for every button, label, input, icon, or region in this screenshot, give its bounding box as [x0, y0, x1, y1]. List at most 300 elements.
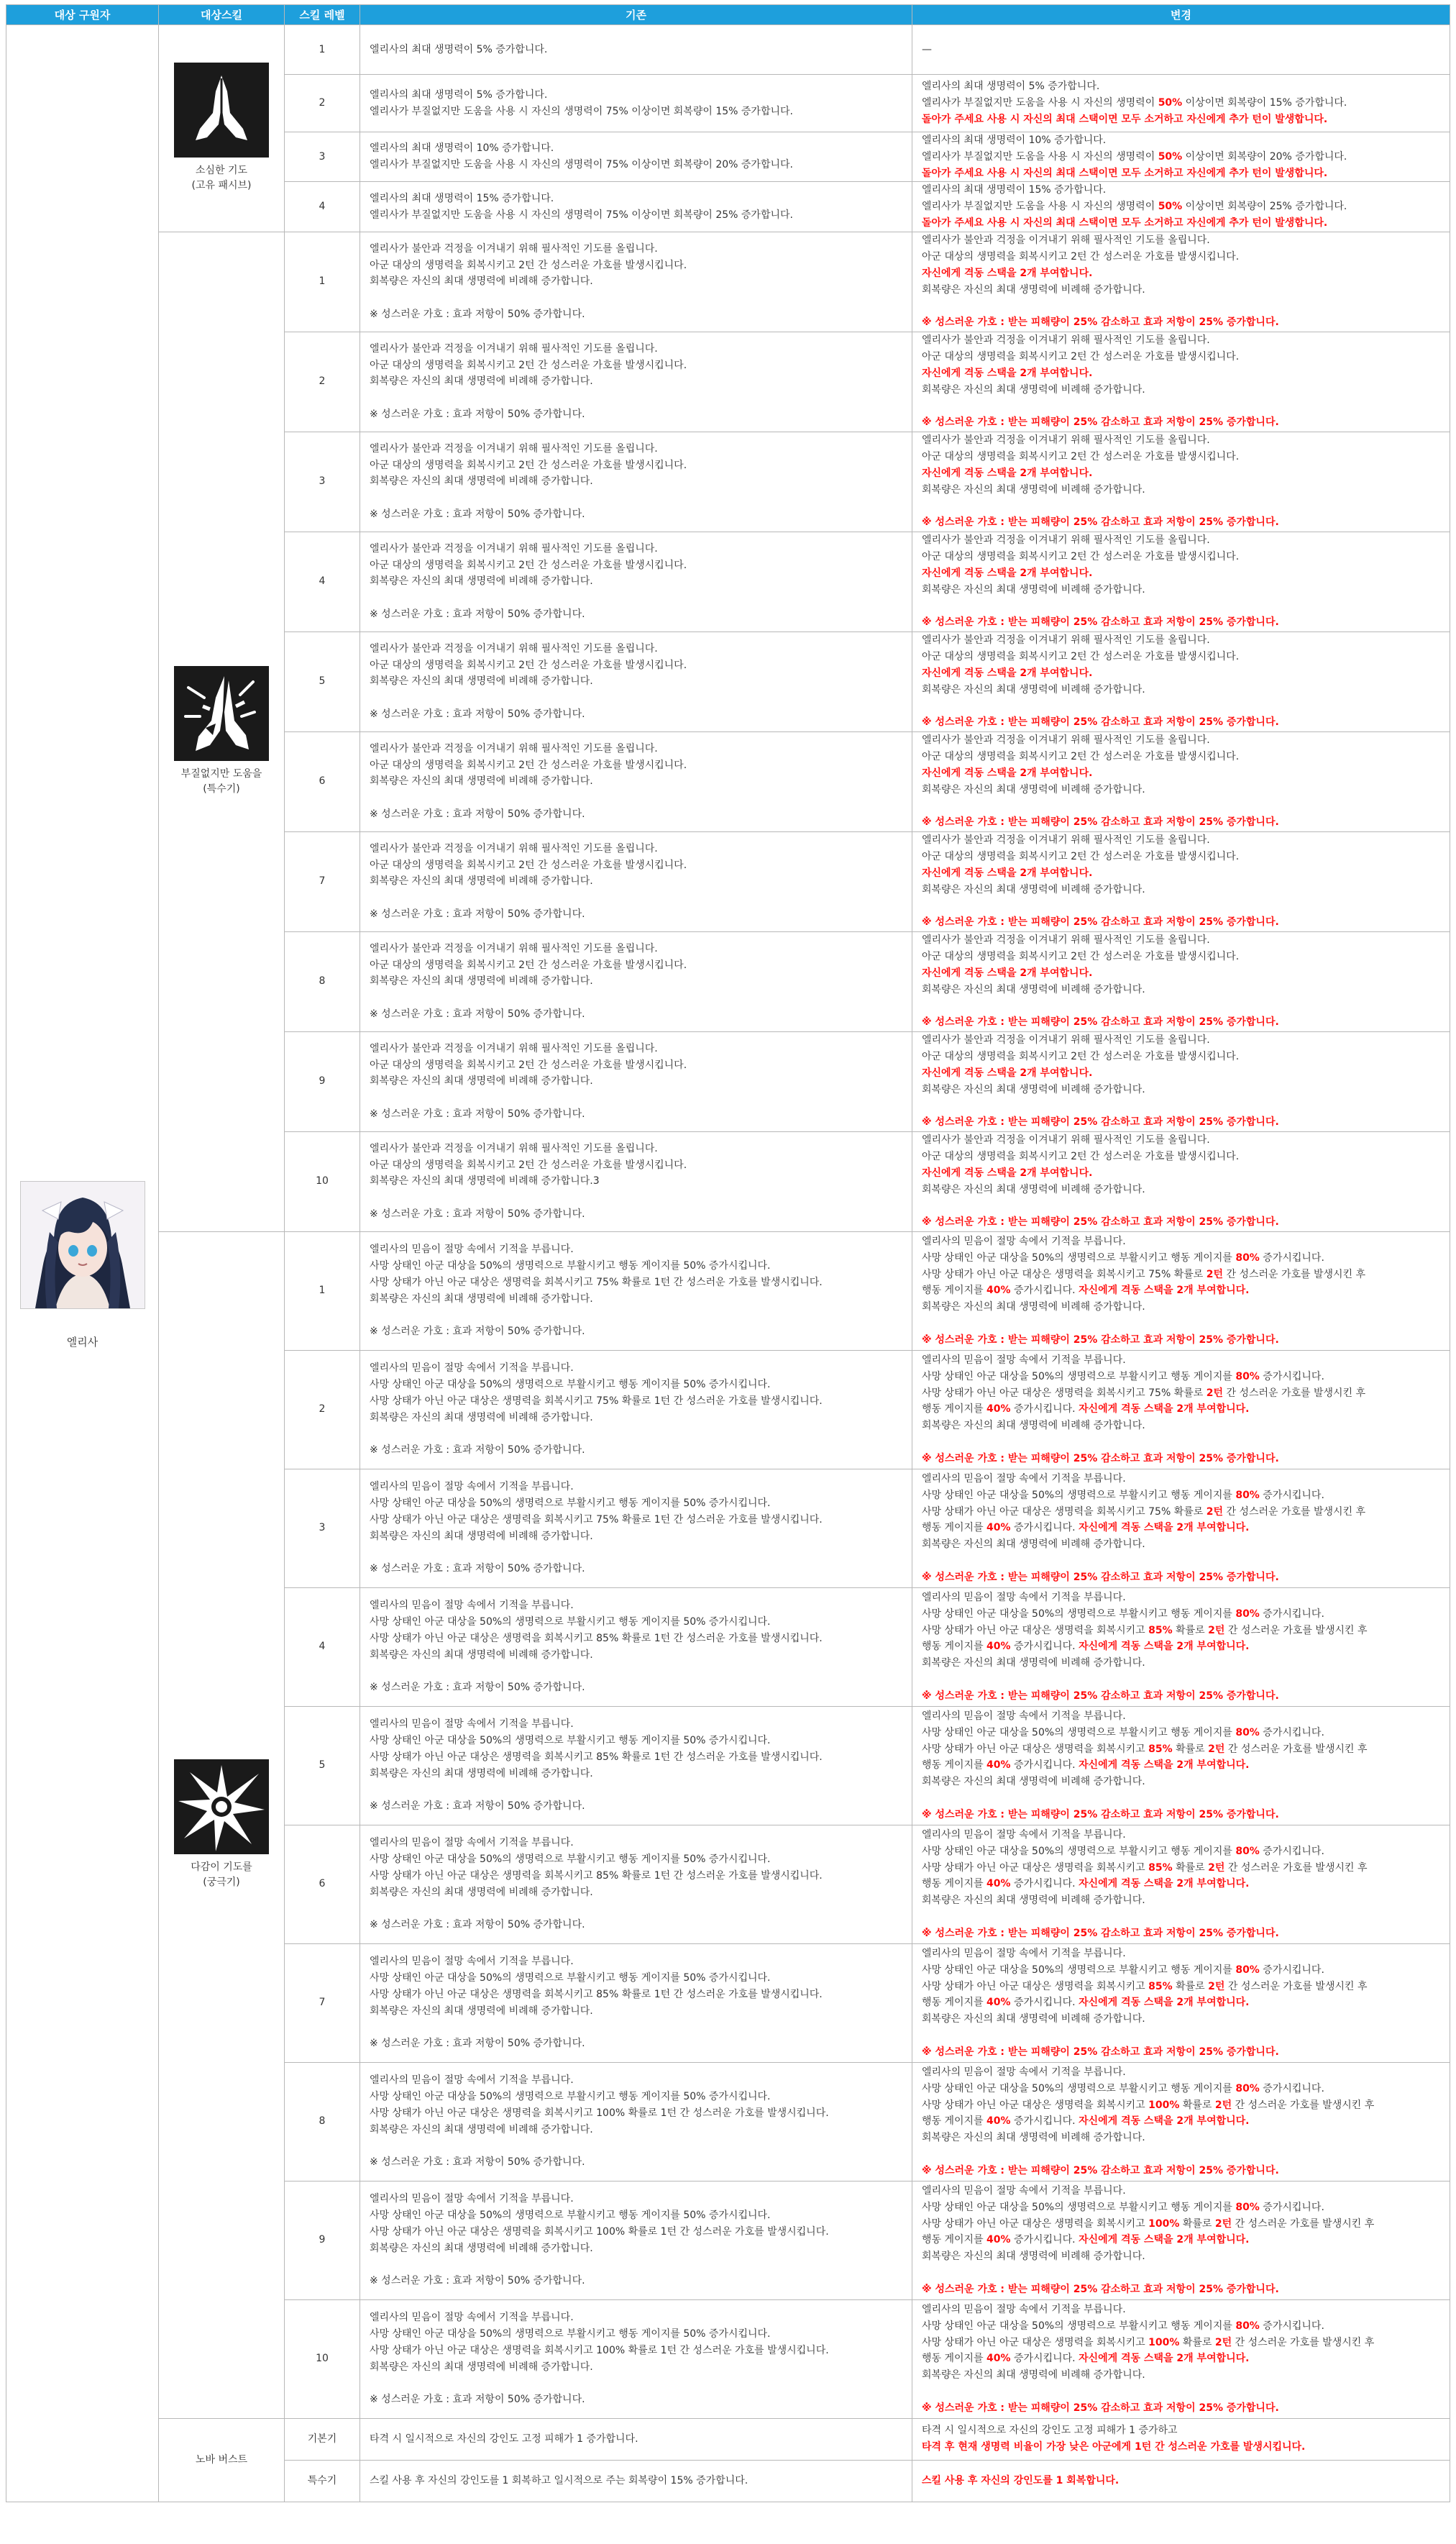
- text-line: [370, 2240, 902, 2257]
- text-segment: 사망 상태가 아닌 아군 대상은 생명력을 회복시키고: [922, 1743, 1149, 1755]
- text-segment: 회복량은 자신의 최대 생명력에 비례해 증가합니다.: [370, 2005, 593, 2017]
- text-segment: 행동 게이지를: [922, 1522, 987, 1534]
- text-line: [370, 1173, 902, 1190]
- after-text: [912, 1131, 1450, 1231]
- skill-level: 7: [285, 1943, 360, 2062]
- after-text: [912, 1943, 1450, 2062]
- text-segment: 행동 게이지를: [922, 1878, 987, 1890]
- text-segment: 회복량은 자신의 최대 생명력에 비례해 증가합니다.: [922, 583, 1145, 596]
- text-line: [922, 1876, 1440, 1892]
- text-segment: 회복량은 자신의 최대 생명력에 비례해 증가합니다.: [370, 1075, 593, 1088]
- text-segment: 엘리사의 믿음이 절망 속에서 기적을 부릅니다.: [370, 1956, 574, 1968]
- highlight-text: 40%: [986, 1403, 1011, 1415]
- text-segment: 엘리사가 불안과 걱정을 이겨내기 위해 필사적인 기도를 올립니다.: [370, 542, 658, 555]
- skill-name: 다감이 기도를 (궁극기): [191, 1861, 252, 1889]
- text-line: [370, 1970, 902, 1987]
- text-segment: 행동 게이지를: [922, 1641, 987, 1653]
- text-segment: 사망 상태인 아군 대상을 50%의 생명력으로 부활시키고 행동 게이지를 50% 증가시킵니다.: [370, 1260, 771, 1272]
- highlight-text: 40%: [986, 2115, 1011, 2128]
- text-segment: 간 성스러운 가호를 발생시킨 후: [1232, 2336, 1375, 2348]
- text-line: [922, 1182, 1440, 1198]
- text-line: [922, 1925, 1440, 1942]
- text-segment: 행동 게이지를: [922, 2353, 987, 2365]
- text-segment: 회복량은 자신의 최대 생명력에 비례해 증가합니다.: [922, 1083, 1145, 1095]
- text-line: [370, 1258, 902, 1275]
- blank-line: [370, 490, 902, 506]
- blank-line: [370, 390, 902, 406]
- text-line: [922, 765, 1440, 782]
- before-text: [360, 432, 912, 532]
- blank-line: [922, 2028, 1440, 2044]
- before-text: [360, 1350, 912, 1469]
- text-segment: —: [922, 43, 932, 55]
- text-segment: 회복량은 자신의 최대 생명력에 비례해 증가합니다.: [370, 775, 593, 788]
- text-segment: 엘리사의 믿음이 절망 속에서 기적을 부릅니다.: [922, 2303, 1126, 2315]
- text-line: [370, 941, 902, 957]
- highlight-text: 80%: [1235, 1608, 1260, 1620]
- praying-hands-icon: [174, 63, 269, 158]
- after-text: [912, 2460, 1450, 2502]
- text-segment: 증가시킵니다.: [1259, 1370, 1324, 1382]
- highlight-text: 2턴: [1206, 1505, 1224, 1518]
- text-line: [370, 1512, 902, 1528]
- text-segment: 사망 상태가 아닌 아군 대상은 생명력을 회복시키고 75% 확률로 1턴 간 성스러운 가호를 발생시킵니다.: [370, 1513, 823, 1526]
- text-line: [922, 42, 1440, 58]
- blank-line: [922, 398, 1440, 415]
- text-segment: 회복량은 자신의 최대 생명력에 비례해 증가합니다.: [922, 2251, 1145, 2263]
- highlight-text: 자신에게 격동 스택을 2개 부여합니다.: [922, 267, 1093, 279]
- text-line: [922, 2281, 1440, 2298]
- skill-level: 4: [285, 1587, 360, 1706]
- text-segment: 아군 대상의 생명력을 회복시키고 2턴 간 성스러운 가호를 발생시킵니다.: [922, 651, 1240, 663]
- text-segment: 사망 상태인 아군 대상을 50%의 생명력으로 부활시키고 행동 게이지를 50% 증가시킵니다.: [370, 1735, 771, 1747]
- header-level: 스킬 레벨: [285, 5, 360, 25]
- text-segment: 회복량은 자신의 최대 생명력에 비례해 증가합니다.: [922, 1183, 1145, 1195]
- text-line: [922, 649, 1440, 665]
- praying-burst-icon: [174, 666, 269, 761]
- text-line: [922, 865, 1440, 882]
- text-segment: ※ 성스러운 가호 : 효과 저항이 50% 증가합니다.: [370, 808, 585, 820]
- highlight-text: 자신에게 격동 스택을 2개 부여합니다.: [1079, 1759, 1250, 1772]
- text-line: [922, 1418, 1440, 1434]
- text-line: [922, 1250, 1440, 1267]
- text-segment: 엘리사가 부질없지만 도움을 사용 시 자신의 생명력이: [922, 150, 1158, 163]
- text-segment: 회복량은 자신의 최대 생명력에 비례해 증가합니다.: [922, 683, 1145, 696]
- highlight-text: 스킬 사용 후 자신의 강인도를 1 회복합니다.: [922, 2474, 1120, 2486]
- text-segment: 아군 대상의 생명력을 회복시키고 2턴 간 성스러운 가호를 발생시킵니다.: [370, 659, 687, 671]
- text-line: [370, 2392, 902, 2408]
- character-name: 엘리사: [66, 1335, 99, 1349]
- after-text: [912, 1031, 1450, 1131]
- highlight-text: ※ 성스러운 가호 : 받는 피해량이 25% 감소하고 효과 저항이 25% 증가합니다.: [922, 2164, 1279, 2176]
- highlight-text: 100%: [1148, 2099, 1180, 2111]
- blank-line: [922, 598, 1440, 615]
- text-segment: ※ 성스러운 가호 : 효과 저항이 50% 증가합니다.: [370, 1444, 585, 1456]
- text-line: [370, 2359, 902, 2376]
- text-line: [370, 1157, 902, 1174]
- text-line: [922, 1267, 1440, 1283]
- text-segment: 엘리사의 믿음이 절망 속에서 기적을 부릅니다.: [370, 2312, 574, 2324]
- text-line: [370, 757, 902, 774]
- text-line: [370, 1953, 902, 1970]
- skill-icon-wrap: [174, 666, 269, 761]
- text-line: [370, 1241, 902, 1258]
- skill-icon-wrap: [174, 1759, 269, 1854]
- text-line: [370, 2310, 902, 2326]
- skill-level: 7: [285, 831, 360, 931]
- text-segment: 확률로: [1172, 1861, 1209, 1874]
- after-text: [912, 2062, 1450, 2181]
- blank-line: [370, 1426, 902, 1443]
- skill-level: 2: [285, 1350, 360, 1469]
- highlight-text: 자신에게 격동 스택을 2개 부여합니다.: [922, 1067, 1093, 1079]
- blank-line: [922, 1790, 1440, 1807]
- text-line: [922, 1487, 1440, 1504]
- text-segment: 회복량은 자신의 최대 생명력에 비례해 증가합니다.: [922, 1657, 1145, 1669]
- text-line: [370, 1647, 902, 1664]
- text-segment: ※ 성스러운 가호 : 효과 저항이 50% 증가합니다.: [370, 1108, 585, 1120]
- text-segment: 엘리사의 믿음이 절망 속에서 기적을 부릅니다.: [922, 2066, 1126, 2078]
- header-after: 변경: [912, 5, 1450, 25]
- highlight-text: 80%: [1235, 2320, 1260, 2332]
- text-line: [922, 2367, 1440, 2384]
- blank-line: [922, 1098, 1440, 1115]
- text-segment: ※ 성스러운 가호 : 효과 저항이 50% 증가합니다.: [370, 2275, 585, 2287]
- text-line: [922, 149, 1440, 165]
- highlight-text: 40%: [986, 1641, 1011, 1653]
- text-line: [922, 1369, 1440, 1385]
- text-segment: 사망 상태인 아군 대상을 50%의 생명력으로 부활시키고 행동 게이지를: [922, 1726, 1236, 1738]
- skill-level: 8: [285, 2062, 360, 2181]
- text-segment: 회복량은 자신의 최대 생명력에 비례해 증가합니다.: [922, 883, 1145, 895]
- skill-name: 노바 버스트: [195, 2453, 248, 2466]
- text-segment: 타격 시 일시적으로 자신의 강인도 고정 피해가 1 증가하고: [922, 2425, 1178, 2437]
- text-line: [922, 1014, 1440, 1031]
- text-segment: 사망 상태인 아군 대상을 50%의 생명력으로 부활시키고 행동 게이지를: [922, 2201, 1236, 2213]
- text-line: [922, 532, 1440, 549]
- text-line: [370, 806, 902, 823]
- header-char: 대상 구원자: [6, 5, 159, 25]
- text-line: [922, 1892, 1440, 1909]
- text-segment: 회복량은 자신의 최대 생명력에 비례해 증가합니다.: [370, 975, 593, 988]
- text-line: [370, 1716, 902, 1733]
- text-line: [370, 2431, 902, 2448]
- text-line: [370, 1141, 902, 1157]
- text-line: [922, 1741, 1440, 1758]
- text-line: [922, 949, 1440, 965]
- skill-level: 4: [285, 532, 360, 632]
- text-line: [370, 1884, 902, 1901]
- text-segment: 엘리사가 불안과 걱정을 이겨내기 위해 필사적인 기도를 올립니다.: [922, 434, 1210, 447]
- blank-line: [922, 1553, 1440, 1569]
- highlight-text: 80%: [1235, 1489, 1260, 1501]
- text-line: [922, 682, 1440, 698]
- text-segment: 사망 상태가 아닌 아군 대상은 생명력을 회복시키고 75% 확률로: [922, 1387, 1207, 1399]
- text-line: [370, 1275, 902, 1291]
- text-line: [370, 1597, 902, 1614]
- text-segment: 사망 상태가 아닌 아군 대상은 생명력을 회복시키고 75% 확률로: [922, 1268, 1207, 1280]
- text-segment: 사망 상태인 아군 대상을 50%의 생명력으로 부활시키고 행동 게이지를 50% 증가시킵니다.: [370, 2210, 771, 2222]
- text-line: [370, 1631, 902, 1647]
- skill-level: 10: [285, 2299, 360, 2418]
- after-text: [912, 432, 1450, 532]
- text-segment: ※ 성스러운 가호 : 효과 저항이 50% 증가합니다.: [370, 2038, 585, 2050]
- text-segment: 사망 상태인 아군 대상을 50%의 생명력으로 부활시키고 행동 게이지를: [922, 1252, 1236, 1264]
- text-segment: 사망 상태가 아닌 아군 대상은 생명력을 회복시키고 100% 확률로 1턴 간 성스러운 가호를 발생시킵니다.: [370, 2344, 829, 2356]
- skill-name: 소심한 기도 (고유 패시브): [191, 165, 252, 192]
- blank-line: [370, 990, 902, 1006]
- text-segment: 회복량은 자신의 최대 생명력에 비례해 증가합니다.: [370, 2123, 593, 2135]
- text-segment: 행동 게이지를: [922, 1759, 987, 1772]
- text-line: [922, 632, 1440, 649]
- text-segment: 회복량은 자신의 최대 생명력에 비례해 증가합니다.: [370, 1411, 593, 1423]
- text-line: [922, 2351, 1440, 2367]
- blank-line: [370, 690, 902, 706]
- text-line: [922, 1032, 1440, 1049]
- text-line: [922, 1504, 1440, 1521]
- skill-level: 6: [285, 731, 360, 831]
- text-segment: ※ 성스러운 가호 : 효과 저항이 50% 증가합니다.: [370, 1919, 585, 1931]
- before-text: [360, 2299, 912, 2418]
- skill-cell: [159, 232, 285, 1231]
- text-line: [922, 1638, 1440, 1655]
- text-segment: 사망 상태가 아닌 아군 대상은 생명력을 회복시키고 100% 확률로 1턴 간 성스러운 가호를 발생시킵니다.: [370, 2225, 829, 2238]
- text-line: [922, 965, 1440, 982]
- text-line: [370, 1442, 902, 1459]
- text-segment: ※ 성스러운 가호 : 효과 저항이 50% 증가합니다.: [370, 2394, 585, 2406]
- text-line: [370, 104, 902, 120]
- text-segment: 회복량은 자신의 최대 생명력에 비례해 증가합니다.: [370, 1530, 593, 1542]
- text-line: [370, 457, 902, 474]
- blank-line: [370, 790, 902, 806]
- before-text: [360, 1131, 912, 1231]
- text-segment: 증가시킵니다.: [1010, 1641, 1079, 1653]
- text-segment: ※ 성스러운 가호 : 효과 저항이 50% 증가합니다.: [370, 708, 585, 720]
- after-text: [912, 2418, 1450, 2460]
- text-segment: 엘리사의 믿음이 절망 속에서 기적을 부릅니다.: [922, 1947, 1126, 1959]
- text-line: [922, 732, 1440, 749]
- character-cell: [6, 25, 159, 2502]
- text-segment: 회복량은 자신의 최대 생명력에 비례해 증가합니다.: [370, 875, 593, 888]
- text-line: [370, 773, 902, 790]
- after-text: [912, 1231, 1450, 1350]
- text-segment: 확률로: [1172, 1743, 1209, 1755]
- text-segment: 아군 대상의 생명력을 회복시키고 2턴 간 성스러운 가호를 발생시킵니다.: [922, 451, 1240, 463]
- text-segment: ※ 성스러운 가호 : 효과 저항이 50% 증가합니다.: [370, 608, 585, 620]
- text-line: [370, 673, 902, 690]
- text-segment: 사망 상태가 아닌 아군 대상은 생명력을 회복시키고 85% 확률로 1턴 간 성스러운 가호를 발생시킵니다.: [370, 1869, 823, 1882]
- text-segment: 간 성스러운 가호를 발생시킨 후: [1223, 1387, 1366, 1399]
- text-segment: 아군 대상의 생명력을 회복시키고 2턴 간 성스러운 가호를 발생시킵니다.: [370, 259, 687, 271]
- text-line: [922, 1471, 1440, 1487]
- highlight-text: 자신에게 격동 스택을 2개 부여합니다.: [922, 667, 1093, 679]
- highlight-text: 2턴: [1208, 1624, 1225, 1636]
- text-segment: 증가시킵니다.: [1010, 1759, 1079, 1772]
- blank-line: [370, 2020, 902, 2036]
- blank-line: [922, 998, 1440, 1015]
- text-line: [370, 406, 902, 423]
- highlight-text: 타격 후 현재 생명력 비율이 가장 낮은 아군에게 1턴 간 성스러운 가호를 발생시킵니다.: [922, 2441, 1306, 2453]
- text-segment: 확률로: [1172, 1624, 1209, 1636]
- text-line: [922, 982, 1440, 998]
- before-text: [360, 1031, 912, 1131]
- text-line: [922, 1234, 1440, 1250]
- text-line: [370, 473, 902, 490]
- text-line: [922, 1590, 1440, 1606]
- table-row: [6, 1231, 1450, 1350]
- text-segment: 아군 대상의 생명력을 회복시키고 2턴 간 성스러운 가호를 발생시킵니다.: [370, 459, 687, 471]
- text-line: [370, 257, 902, 274]
- table-row: [6, 25, 1450, 75]
- text-segment: 회복량은 자신의 최대 생명력에 비례해 증가합니다.: [922, 2013, 1145, 2025]
- highlight-text: ※ 성스러운 가호 : 받는 피해량이 25% 감소하고 효과 저항이 25% 증가합니다.: [922, 616, 1279, 629]
- highlight-text: 50%: [1158, 201, 1183, 213]
- highlight-text: 85%: [1148, 1861, 1173, 1874]
- text-segment: 엘리사가 불안과 걱정을 이겨내기 위해 필사적인 기도를 올립니다.: [370, 842, 658, 854]
- after-text: [912, 831, 1450, 931]
- text-segment: 회복량은 자신의 최대 생명력에 비례해 증가합니다.: [370, 1649, 593, 1661]
- text-segment: ※ 성스러운 가호 : 효과 저항이 50% 증가합니다.: [370, 1682, 585, 1694]
- highlight-text: 자신에게 격동 스택을 2개 부여합니다.: [1079, 1522, 1250, 1534]
- text-line: [922, 1385, 1440, 1402]
- blank-line: [370, 890, 902, 906]
- highlight-text: 80%: [1235, 1726, 1260, 1738]
- text-line: [370, 2191, 902, 2207]
- text-segment: 증가시킵니다.: [1259, 1252, 1324, 1264]
- text-line: [370, 1614, 902, 1631]
- text-segment: 증가시킵니다.: [1010, 1522, 1079, 1534]
- text-segment: 간 성스러운 가호를 발생시킨 후: [1223, 1268, 1366, 1280]
- text-segment: 사망 상태인 아군 대상을 50%의 생명력으로 부활시키고 행동 게이지를: [922, 1489, 1236, 1501]
- highlight-text: 85%: [1148, 1980, 1173, 1992]
- text-line: [922, 2318, 1440, 2335]
- text-line: [370, 241, 902, 257]
- text-segment: 아군 대상의 생명력을 회복시키고 2턴 간 성스러운 가호를 발생시킵니다.: [922, 951, 1240, 963]
- text-segment: 이상이면 회복량이 25% 증가합니다.: [1182, 201, 1347, 213]
- text-line: [370, 906, 902, 923]
- highlight-text: 40%: [986, 1285, 1011, 1297]
- text-line: [922, 2473, 1440, 2489]
- after-text: [912, 332, 1450, 432]
- text-segment: 사망 상태가 아닌 아군 대상은 생명력을 회복시키고: [922, 2099, 1149, 2111]
- text-segment: 사망 상태인 아군 대상을 50%의 생명력으로 부활시키고 행동 게이지를 50% 증가시킵니다.: [370, 1616, 771, 1628]
- text-segment: 확률로: [1179, 2336, 1215, 2348]
- text-line: [370, 606, 902, 623]
- text-segment: 아군 대상의 생명력을 회복시키고 2턴 간 성스러운 가호를 발생시킵니다.: [370, 859, 687, 871]
- text-segment: 간 성스러운 가호를 발생시킨 후: [1224, 1980, 1368, 1992]
- text-segment: 간 성스러운 가호를 발생시킨 후: [1224, 1861, 1368, 1874]
- highlight-text: 40%: [986, 1878, 1011, 1890]
- text-line: [370, 1206, 902, 1223]
- before-text: [360, 332, 912, 432]
- text-line: [370, 157, 902, 173]
- text-line: [370, 957, 902, 974]
- text-segment: 엘리사가 불안과 걱정을 이겨내기 위해 필사적인 기도를 올립니다.: [370, 442, 658, 455]
- blank-line: [922, 1909, 1440, 1925]
- text-segment: 사망 상태가 아닌 아군 대상은 생명력을 회복시키고: [922, 2217, 1149, 2230]
- text-line: [370, 1679, 902, 1696]
- text-segment: 사망 상태인 아군 대상을 50%의 생명력으로 부활시키고 행동 게이지를 50% 증가시킵니다.: [370, 1497, 771, 1510]
- skill-cell: [159, 25, 285, 232]
- text-segment: 엘리사의 믿음이 절망 속에서 기적을 부릅니다.: [922, 1472, 1126, 1485]
- text-segment: 확률로: [1179, 2099, 1215, 2111]
- text-segment: 증가시킵니다.: [1259, 1845, 1324, 1857]
- text-segment: 사망 상태가 아닌 아군 대상은 생명력을 회복시키고 85% 확률로 1턴 간 성스러운 가호를 발생시킵니다.: [370, 1632, 823, 1644]
- skill-level: 8: [285, 931, 360, 1031]
- blank-line: [922, 1434, 1440, 1451]
- after-text: [912, 1587, 1450, 1706]
- text-segment: 행동 게이지를: [922, 1403, 987, 1415]
- text-line: [922, 614, 1440, 631]
- text-line: [922, 1299, 1440, 1316]
- text-segment: 확률로: [1179, 2217, 1215, 2230]
- text-segment: 사망 상태인 아군 대상을 50%의 생명력으로 부활시키고 행동 게이지를: [922, 1845, 1236, 1857]
- text-segment: 엘리사가 불안과 걱정을 이겨내기 위해 필사적인 기도를 올립니다.: [922, 234, 1210, 247]
- text-line: [370, 1749, 902, 1766]
- text-line: [370, 557, 902, 574]
- text-line: [370, 1041, 902, 1057]
- text-line: [922, 2163, 1440, 2179]
- before-text: [360, 731, 912, 831]
- text-segment: 엘리사가 불안과 걱정을 이겨내기 위해 필사적인 기도를 올립니다.: [922, 1034, 1210, 1047]
- text-segment: 확률로: [1172, 1980, 1209, 1992]
- text-line: [922, 2011, 1440, 2028]
- skill-level: 1: [285, 232, 360, 332]
- text-segment: 간 성스러운 가호를 발생시킨 후: [1223, 1505, 1366, 1518]
- highlight-text: 40%: [986, 1522, 1011, 1534]
- text-segment: 엘리사가 불안과 걱정을 이겨내기 위해 필사적인 기도를 올립니다.: [370, 742, 658, 754]
- text-segment: 간 성스러운 가호를 발생시킨 후: [1232, 2099, 1375, 2111]
- after-text: [912, 931, 1450, 1031]
- text-line: [370, 2326, 902, 2343]
- text-segment: 사망 상태가 아닌 아군 대상은 생명력을 회복시키고 100% 확률로 1턴 간 성스러운 가호를 발생시킵니다.: [370, 2107, 829, 2119]
- blank-line: [370, 1901, 902, 1918]
- highlight-text: 2턴: [1206, 1268, 1224, 1280]
- text-line: [922, 1860, 1440, 1877]
- text-line: [922, 1149, 1440, 1165]
- blank-line: [370, 1308, 902, 1324]
- text-segment: 엘리사의 최대 생명력이 15% 증가합니다.: [922, 184, 1107, 196]
- text-segment: 사망 상태인 아군 대상을 50%의 생명력으로 부활시키고 행동 게이지를: [922, 1964, 1236, 1976]
- text-line: [922, 414, 1440, 431]
- skill-level: 4: [285, 182, 360, 232]
- text-segment: 사망 상태인 아군 대상을 50%의 생명력으로 부활시키고 행동 게이지를 50% 증가시킵니다.: [370, 1972, 771, 1984]
- text-segment: 사망 상태인 아군 대상을 50%의 생명력으로 부활시키고 행동 게이지를 50% 증가시킵니다.: [370, 1379, 771, 1391]
- text-segment: 엘리사가 부질없지만 도움을 사용 시 자신의 생명력이 75% 이상이면 회복량이 15% 증가합니다.: [370, 105, 793, 117]
- text-segment: 엘리사가 불안과 걱정을 이겨내기 위해 필사적인 기도를 올립니다.: [370, 342, 658, 355]
- text-line: [922, 1994, 1440, 2011]
- text-line: [370, 1006, 902, 1023]
- text-line: [922, 1725, 1440, 1741]
- blank-line: [370, 1090, 902, 1106]
- text-segment: 엘리사의 믿음이 절망 속에서 기적을 부릅니다.: [370, 1362, 574, 1374]
- highlight-text: 자신에게 격동 스택을 2개 부여합니다.: [1079, 1641, 1250, 1653]
- text-line: [922, 382, 1440, 398]
- text-line: [922, 1569, 1440, 1586]
- text-segment: 회복량은 자신의 최대 생명력에 비례해 증가합니다.: [922, 383, 1145, 396]
- highlight-text: 40%: [986, 1759, 1011, 1772]
- highlight-text: 자신에게 격동 스택을 2개 부여합니다.: [1079, 2234, 1250, 2246]
- text-line: [922, 182, 1440, 199]
- after-text: [912, 25, 1450, 75]
- skill-level: 3: [285, 1469, 360, 1587]
- text-line: [922, 465, 1440, 482]
- text-line: [370, 1835, 902, 1851]
- text-line: [922, 2081, 1440, 2097]
- highlight-text: 50%: [1158, 150, 1183, 163]
- blank-line: [922, 898, 1440, 915]
- text-segment: 증가시킵니다.: [1010, 2353, 1079, 2365]
